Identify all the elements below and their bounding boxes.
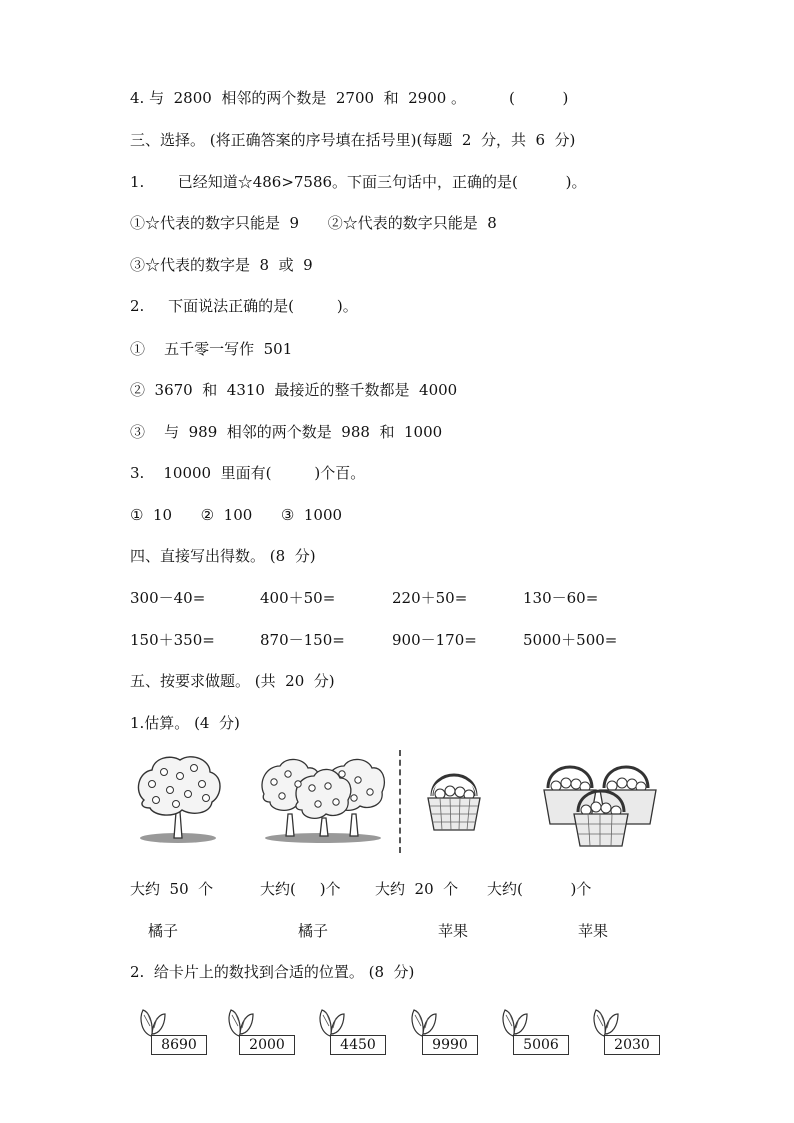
number-card — [590, 1006, 660, 1056]
estimate-answer-4: 大约( )个 — [487, 880, 592, 898]
single-basket-illustration — [424, 766, 484, 836]
estimate-heading: 1.估算。 (4 分) — [130, 714, 240, 732]
card-number: 4450 — [330, 1035, 386, 1055]
choice-question-3: 3. 10000 里面有( )个百。 — [130, 464, 366, 482]
section-5-heading: 五、按要求做题。 (共 20 分) — [130, 672, 335, 690]
divider-dashed — [399, 750, 401, 853]
estimate-answer-1: 大约 50 个 — [130, 880, 214, 898]
question-4: 4. 与 2800 相邻的两个数是 2700 和 2900 。 ( ) — [130, 89, 569, 107]
three-trees-illustration — [258, 752, 388, 844]
cards-heading: 2. 给卡片上的数找到合适的位置。 (8 分) — [130, 963, 415, 981]
choice-2-option-1: ① 五千零一写作 501 — [130, 340, 293, 358]
number-card — [225, 1006, 295, 1056]
three-baskets-illustration — [540, 752, 665, 850]
section-3-heading: 三、选择。 (将正确答案的序号填在括号里)(每题 2 分，共 6 分) — [130, 131, 576, 149]
choice-3-options: ① 10 ② 100 ③ 1000 — [130, 506, 343, 524]
number-card — [316, 1006, 386, 1056]
number-card — [499, 1006, 569, 1056]
card-number: 8690 — [151, 1035, 207, 1055]
calc-item: 5000＋500= — [523, 631, 618, 649]
card-number: 2000 — [239, 1035, 295, 1055]
estimate-unit-2: 橘子 — [298, 922, 329, 940]
estimate-unit-3: 苹果 — [438, 922, 469, 940]
calc-item: 150＋350= — [130, 631, 215, 649]
number-card — [408, 1006, 478, 1056]
choice-2-option-3: ③ 与 989 相邻的两个数是 988 和 1000 — [130, 423, 443, 441]
estimate-answer-3: 大约 20 个 — [375, 880, 459, 898]
choice-question-2: 2. 下面说法正确的是( )。 — [130, 297, 358, 315]
single-tree-illustration — [130, 752, 226, 844]
estimate-unit-1: 橘子 — [148, 922, 179, 940]
estimate-unit-4: 苹果 — [578, 922, 609, 940]
calc-item: 870－150= — [260, 631, 345, 649]
estimate-answer-2: 大约( )个 — [260, 880, 341, 898]
calc-item: 900－170= — [392, 631, 477, 649]
calc-item: 220＋50= — [392, 589, 468, 607]
section-4-heading: 四、直接写出得数。 (8 分) — [130, 547, 316, 565]
choice-1-options-b: ③☆代表的数字是 8 或 9 — [130, 256, 313, 274]
number-card — [137, 1006, 207, 1056]
choice-1-options-a: ①☆代表的数字只能是 9 ②☆代表的数字只能是 8 — [130, 214, 497, 232]
card-number: 5006 — [513, 1035, 569, 1055]
choice-question-1: 1. 已经知道☆486>7586。下面三句话中，正确的是( )。 — [130, 173, 587, 191]
card-number: 9990 — [422, 1035, 478, 1055]
choice-2-option-2: ② 3670 和 4310 最接近的整千数都是 4000 — [130, 381, 458, 399]
calc-item: 130－60= — [523, 589, 599, 607]
card-number: 2030 — [604, 1035, 660, 1055]
calc-item: 400＋50= — [260, 589, 336, 607]
calc-item: 300－40= — [130, 589, 206, 607]
